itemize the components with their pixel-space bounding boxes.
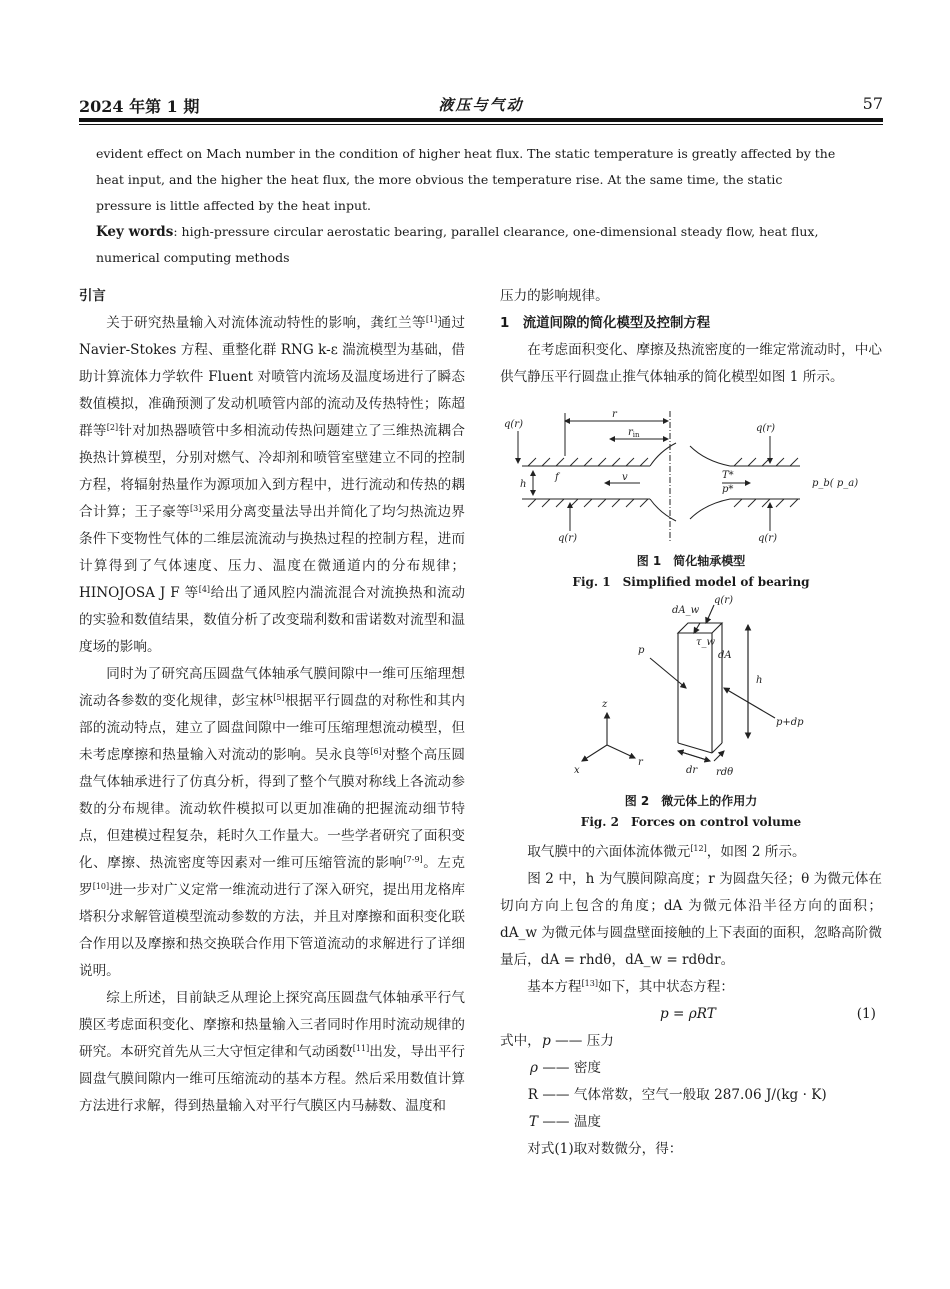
citation[interactable]: [2]	[106, 423, 119, 432]
paragraph-control-volume: 取气膜中的六面体流体微元[12]，如图 2 所示。	[527, 844, 806, 860]
citation[interactable]: [10]	[92, 882, 110, 891]
fig1-rin-label: $r_{in}$	[628, 427, 640, 439]
keywords-line	[96, 219, 866, 245]
abstract-line: evident effect on Mach number in the condition of higher heat flux. The static temperature is greatly affected by the	[96, 146, 836, 161]
intro-paragraph-1: 关于研究热量输入对流体流动特性的影响，龚红兰等[1]通过 Navier-Stokes 方程、重整化群 RNG k-ε 湍流模型为基础，借助计算流体力学软件 Fluent 对喷管内流场及温度场进行了瞬态数值模拟，准确预测了发动机喷管内部的流动及传热特性；陈超群等[2]针对加热器喷管中多相流动传热问题建立了三维热流耦合换热计算模型，分别对燃气、冷却剂和喷管室壁建立不同的控制方程，将辐射热量作为源项加入到方程中，进行流动和传热的耦合计算；王子豪等[3]采用分离变量法导出并简化了均匀热流边界条件下变物性气体的二维层流流动与换热过程的控制方程，进而计算得到了气体速度、压力、温度在微通道内的分布规律；HINOJOSA J F 等[4]给出了通风腔内湍流混合对流换热和流动的实验和数值结果，数值分析了改变瑞利数和雷诺数对流型和温度场的影响。	[79, 315, 466, 655]
header-rule-thin	[79, 124, 883, 125]
paragraph-basic-equations: 基本方程[13]如下，其中状态方程：	[527, 979, 734, 995]
citation[interactable]: [11]	[352, 1044, 370, 1053]
right-column	[500, 283, 882, 1163]
fig1-T-label: T*	[722, 470, 734, 481]
equation-1-number: (1)	[856, 1006, 876, 1022]
fig2-dAw-label: dA_w	[672, 605, 700, 616]
equation-1-body: p = ρRT	[660, 1006, 716, 1022]
fig1-p-label: p*	[722, 484, 734, 495]
abstract-block	[96, 141, 866, 271]
section-1-heading: 1 流道间隙的简化模型及控制方程	[500, 316, 711, 331]
fig1-r-label: r	[612, 409, 617, 420]
fig2-rdtheta-label: rdθ	[716, 767, 734, 778]
citation[interactable]: [7-9]	[403, 855, 423, 864]
fig2-dr-label: dr	[686, 765, 698, 776]
def-symbol: R	[527, 1087, 538, 1103]
def-row	[500, 1109, 882, 1136]
fig1-v-label: v	[622, 472, 628, 483]
section-1-paragraph: 在考虑面积变化、摩擦及热流密度的一维定常流动时，中心供气静压平行圆盘止推气体轴承的简化模型如图 1 所示。	[500, 342, 882, 385]
citation[interactable]: [13]	[581, 979, 598, 988]
citation[interactable]: [3]	[190, 504, 202, 513]
citation[interactable]: [4]	[198, 585, 211, 594]
fig2-dA-label: dA	[718, 650, 732, 661]
def-symbol: T	[528, 1114, 538, 1130]
journal-title: 液压与气动	[438, 96, 524, 114]
page-number: 57	[862, 94, 883, 113]
fig1-f-label: f	[555, 472, 559, 483]
header-rule-thick	[79, 118, 883, 122]
figure-2-caption-en: Fig. 2 Forces on control volume	[580, 815, 802, 829]
figure-1-caption-zh: 图 1 简化轴承模型	[636, 554, 746, 568]
figure-2-caption-zh: 图 2 微元体上的作用力	[624, 794, 758, 808]
def-text: —— 温度	[542, 1114, 602, 1130]
fig1-q-label: q(r)	[756, 423, 775, 434]
intro-paragraph-3: 综上所述，目前缺乏从理论上探究高压圆盘气体轴承平行气膜区考虑面积变化、摩擦和热量输入三者同时作用时流动规律的研究。本研究首先从三大守恒定律和气动函数[11]出发，导出平行圆盘气膜间隙内一维可压缩流动的基本方程。然后采用数值计算方法进行求解，得到热量输入对平行气膜区内马赫数、温度和	[79, 990, 466, 1114]
fig2-p-label: p	[638, 645, 645, 656]
fig2-z-label: z	[602, 699, 608, 710]
fig2-r-label: r	[638, 757, 643, 768]
fig2-h-label: h	[756, 675, 763, 686]
def-symbol: ρ	[530, 1060, 538, 1076]
def-text: —— 密度	[542, 1060, 602, 1076]
def-symbol: p	[542, 1033, 551, 1049]
running-header	[79, 90, 883, 116]
figure-1-caption-en: Fig. 1 Simplified model of bearing	[572, 575, 810, 589]
citation[interactable]: [5]	[273, 693, 285, 702]
keywords-text: : high-pressure circular aerostatic bearing, parallel clearance, one-dimensional steady flow, heat flux,	[173, 224, 819, 239]
fig2-q-label: q(r)	[714, 595, 733, 606]
equation-1	[500, 1001, 882, 1028]
fig1-pb-label: p_b( p_a)	[812, 478, 859, 489]
keywords-line-2: numerical computing methods	[96, 250, 290, 265]
def-row	[500, 1082, 882, 1109]
issue-label: 2024 年第 1 期	[79, 97, 200, 116]
def-text: —— 气体常数，空气一般取 287.06 J/(kg · K)	[542, 1087, 827, 1103]
fig1-h-label: h	[520, 479, 527, 490]
fig2-tau-label: τ_w	[696, 637, 716, 648]
figure-2-control-volume	[500, 593, 882, 791]
fig1-q-label: q(r)	[558, 533, 577, 544]
citation[interactable]: [1]	[425, 315, 438, 324]
abstract-line: heat input, and the higher the heat flux, the more obvious the temperature rise. At the same time, the static	[96, 172, 783, 187]
left-column	[79, 283, 465, 1120]
continued-text: 压力的影响规律。	[500, 288, 609, 304]
where-clause: 式中，p —— 压力	[500, 1028, 882, 1055]
last-line: 对式(1)取对数微分，得：	[527, 1141, 683, 1157]
intro-paragraph-2: 同时为了研究高压圆盘气体轴承气膜间隙中一维可压缩理想流动各参数的变化规律，彭宝林[5]根据平行圆盘的对称性和其内部的流动特点，建立了圆盘间隙中一维可压缩理想流动模型，但未考虑摩擦和热量输入对流动的影响。吴永良等[6]对整个高压圆盘气体轴承进行了仿真分析，得到了整个气膜对称线上各流动参数的分布规律。流动软件模拟可以更加准确的把握流动细节特点，但建模过程复杂，耗时久工作量大。一些学者研究了面积变化、摩擦、热流密度等因素对一维可压缩管流的影响[7-9]。左克罗[10]进一步对广义定常一维流动进行了深入研究，提出用龙格库塔积分求解管道模型流动参数的方法，并且对摩擦和面积变化联合作用以及摩擦和热交换联合作用下管道流动的求解进行了详细说明。	[79, 666, 466, 979]
citation[interactable]: [12]	[690, 844, 707, 853]
def-row	[500, 1055, 882, 1082]
paragraph-definitions: 图 2 中，h 为气膜间隙高度；r 为圆盘矢径；θ 为微元体在切向方向上包含的角度；dA 为微元体沿半径方向的面积；dA_w 为微元体与圆盘壁面接触的上下表面的面积，忽略高阶微量后，dA = rhdθ，dA_w = rdθdr。	[500, 871, 882, 968]
fig1-q-label: q(r)	[758, 533, 777, 544]
keywords-label: Key words	[96, 224, 174, 240]
fig2-x-label: x	[574, 765, 580, 776]
intro-heading: 引言	[79, 289, 106, 304]
figure-1-bearing-model	[500, 391, 882, 551]
abstract-line: pressure is little affected by the heat input.	[96, 198, 371, 213]
fig1-q-label: q(r)	[504, 419, 523, 430]
citation[interactable]: [6]	[370, 747, 382, 756]
fig2-pdp-label: p+dp	[776, 717, 804, 728]
def-text: —— 压力	[555, 1033, 614, 1049]
